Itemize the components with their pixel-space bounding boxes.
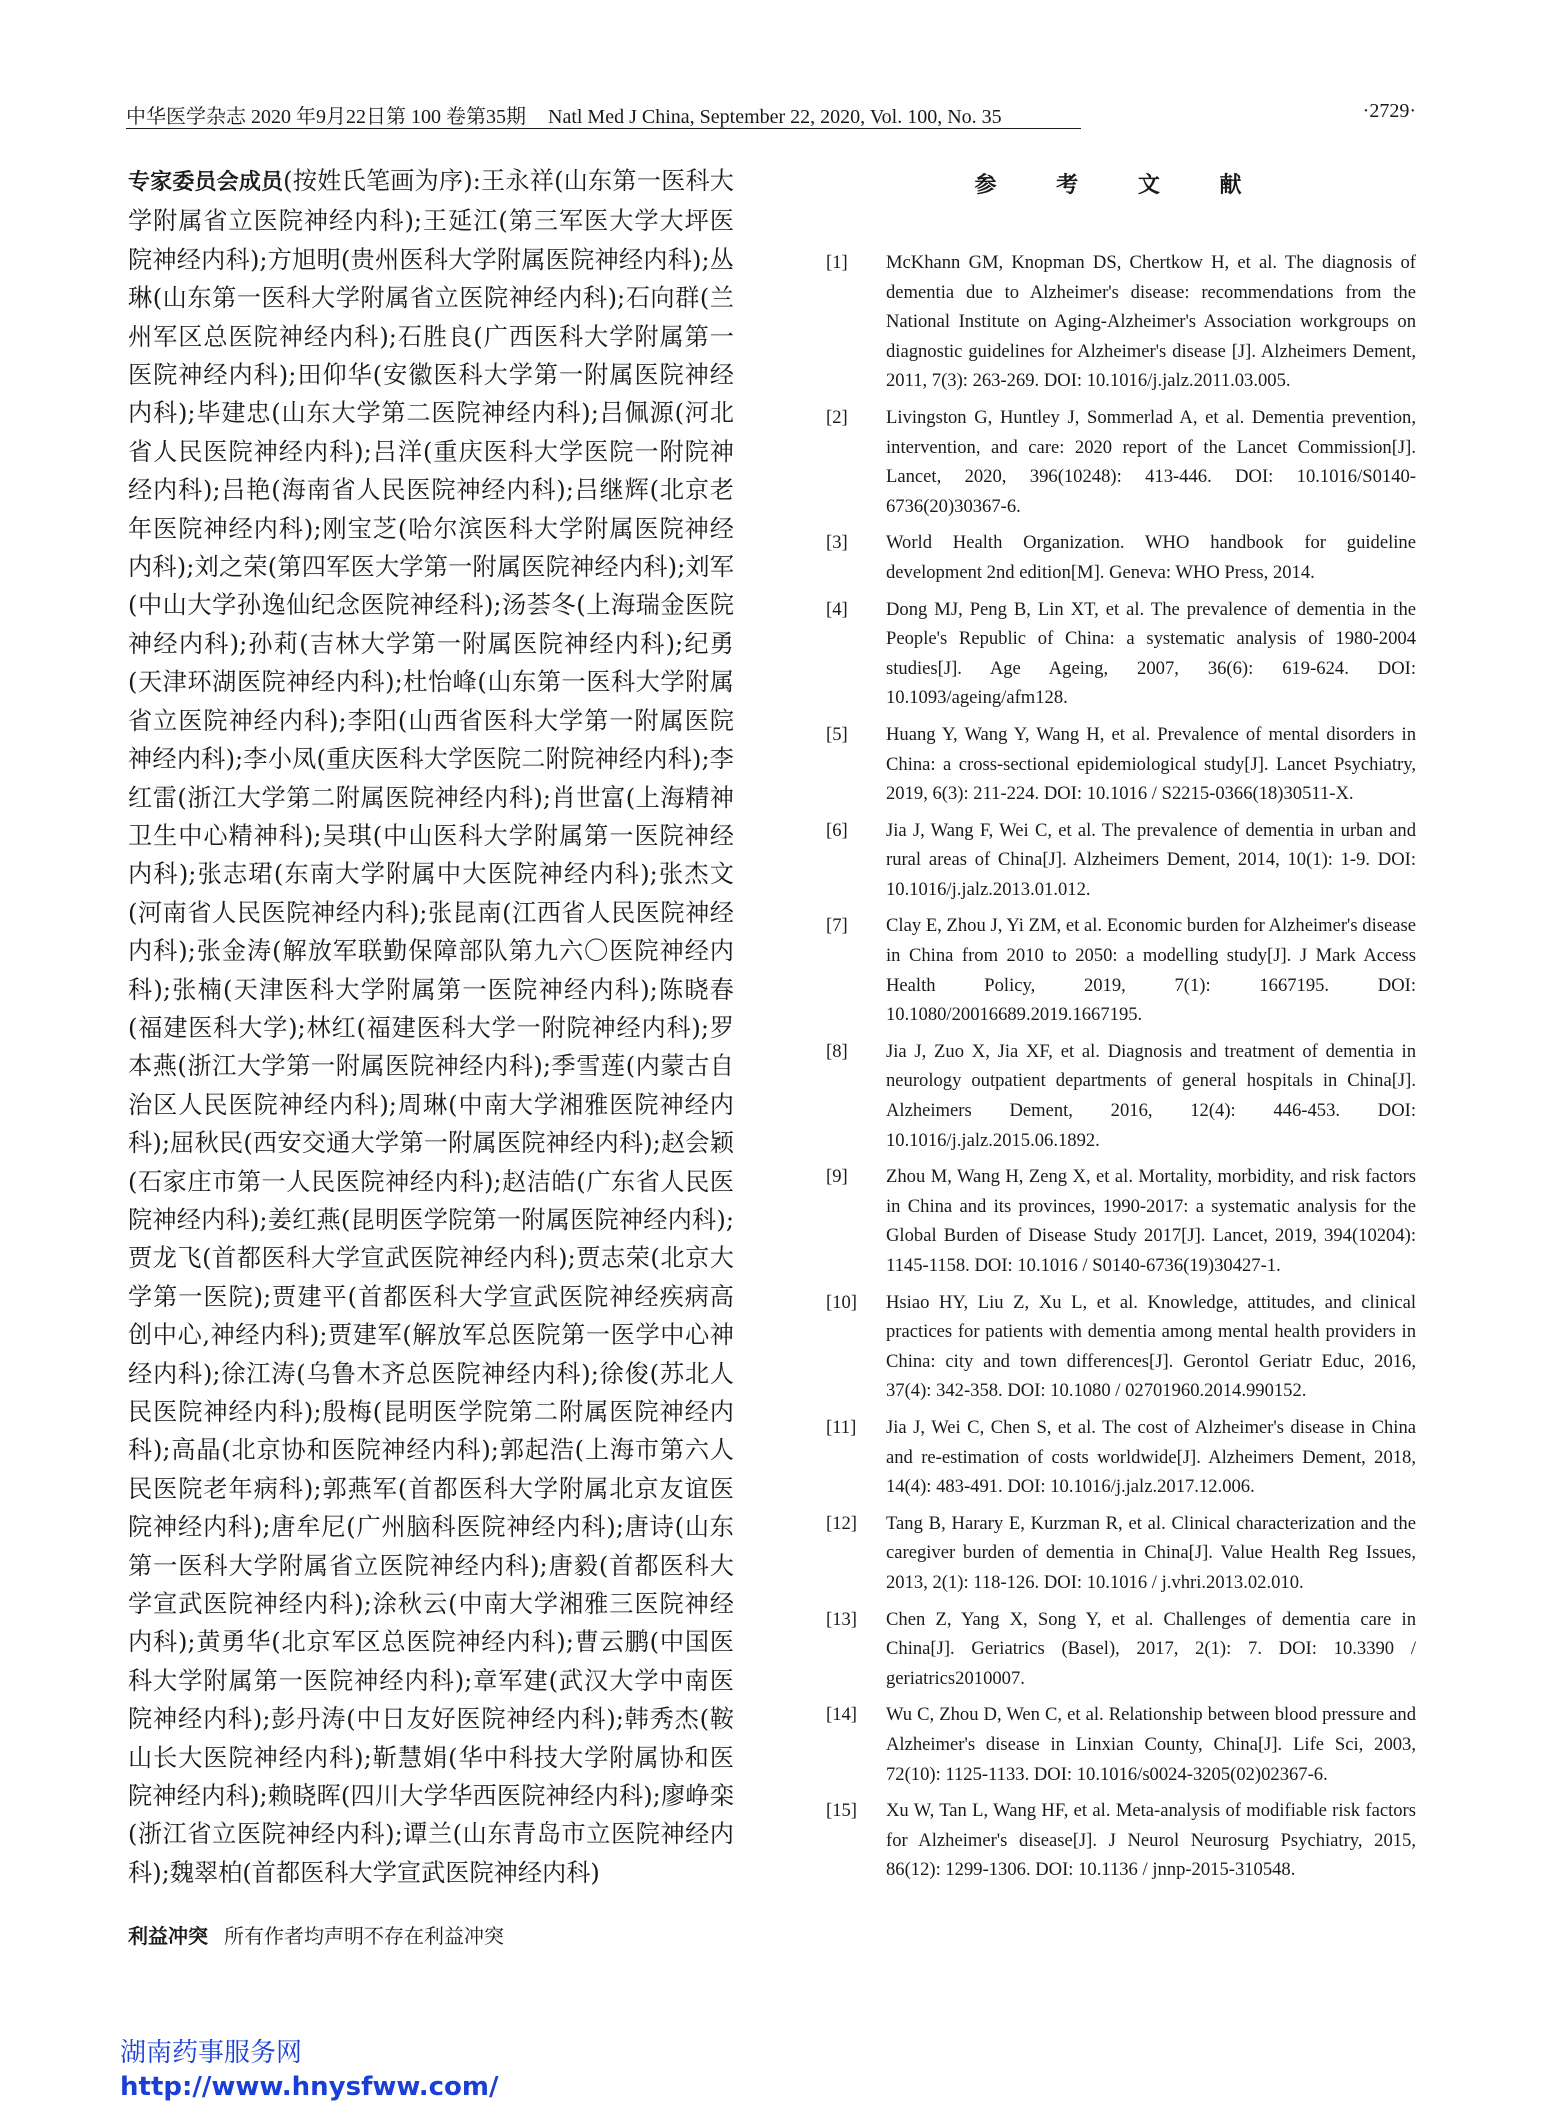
page-number: ·2729·	[1362, 100, 1416, 122]
committee-lead: 专家委员会成员	[128, 170, 284, 195]
reference-text: Jia J, Wei C, Chen S, et al. The cost of Alzheimer's disease in China and re-estimation of costs worldwide[J]. Alzheimers Dement, 2018, 14(4): 483-491. DOI: 10.1016/j.jalz.2017.12.006.	[886, 1416, 1416, 1498]
reference-text: Dong MJ, Peng B, Lin XT, et al. The prevalence of dementia in the People's Republic of China: a systematic analysis of 1980-2004 studies[J]. Age Ageing, 2007, 36(6): 619-624. DOI: 10.1093/ageing/afm128.	[886, 598, 1416, 709]
reference-text: Wu C, Zhou D, Wen C, et al. Relationship between blood pressure and Alzheimer's disease in Linxian County, China[J]. Life Sci, 2003, 72(10): 1125-1133. DOI: 10.1016/s0024-3205(02)02367-6.	[886, 1704, 1416, 1785]
reference-text: Chen Z, Yang X, Song Y, et al. Challenges of dementia care in China[J]. Geriatrics (Basel), 2017, 2(1): 7. DOI: 10.3390 / geriatrics2010007.	[886, 1608, 1416, 1689]
reference-item	[826, 248, 1416, 396]
reference-item	[826, 1162, 1416, 1280]
reference-text: Jia J, Wang F, Wei C, et al. The prevalence of dementia in urban and rural areas of China[J]. Alzheimers Dement, 2014, 10(1): 1-9. DOI: 10.1016/j.jalz.2013.01.012.	[886, 819, 1416, 900]
reference-text: Zhou M, Wang H, Zeng X, et al. Mortality, morbidity, and risk factors in China and its provinces, 1990-2017: a systematic analysis for the Global Burden of Disease Study 2017[J]. Lancet, 2019, 394(10204): 1145-1158. DOI: 10.1016 / S0140-6736(19)30427-1.	[886, 1166, 1416, 1276]
reference-item	[826, 911, 1416, 1029]
reference-text: McKhann GM, Knopman DS, Chertkow H, et al. The diagnosis of dementia due to Alzheimer's disease: recommendations from the National Institute on Aging-Alzheimer's Association workgroups on diagnostic guidelines for Alzheimer's disease [J]. Alzheimers Dement, 2011, 7(3): 263-269. DOI: 10.1016/j.jalz.2011.03.005.	[886, 252, 1416, 392]
reference-item	[826, 1037, 1416, 1155]
reference-text: Hsiao HY, Liu Z, Xu L, et al. Knowledge, attitudes, and clinical practices for patients with dementia among mental health providers in China: city and town differences[J]. Gerontol Geriatr Educ, 2016, 37(4): 342-358. DOI: 10.1080 / 02701960.2014.990152.	[886, 1291, 1416, 1402]
reference-number: [5]	[826, 723, 848, 745]
reference-item	[826, 816, 1416, 905]
site-name: 湖南药事服务网	[120, 2038, 303, 2068]
reference-number: [2]	[826, 406, 848, 428]
reference-number: [14]	[826, 1704, 857, 1726]
reference-number: [7]	[826, 915, 848, 937]
journal-citation-en: Natl Med J China, September 22, 2020, Vol. 100, No. 35	[548, 106, 1002, 128]
reference-item	[826, 720, 1416, 809]
reference-number: [6]	[826, 819, 848, 841]
conflict-of-interest	[128, 1920, 734, 1949]
reference-number: [10]	[826, 1291, 857, 1313]
reference-number: [8]	[826, 1040, 848, 1062]
reference-item	[826, 1509, 1416, 1598]
journal-citation-cn: 中华医学杂志 2020 年9月22日第 100 卷第35期	[126, 106, 526, 128]
references-title: 参 考 文 献	[974, 173, 1268, 198]
conflict-label: 利益冲突	[128, 1924, 208, 1948]
reference-number: [4]	[826, 598, 848, 620]
reference-list	[826, 248, 1416, 1892]
reference-item	[826, 1288, 1416, 1406]
reference-text: Xu W, Tan L, Wang HF, et al. Meta-analysis of modifiable risk factors for Alzheimer's disease[J]. J Neurol Neurosurg Psychiatry, 2015, 86(12): 1299-1306. DOI: 10.1136 / jnnp-2015-310548.	[886, 1800, 1416, 1881]
reference-item	[826, 595, 1416, 713]
watermark-footer[interactable]	[120, 2036, 499, 2104]
conflict-text: 所有作者均声明不存在利益冲突	[224, 1924, 504, 1948]
committee-text: (按姓氏笔画为序):王永祥(山东第一医科大学附属省立医院神经内科);王延江(第三军医大学大坪医院神经内科);方旭明(贵州医科大学附属医院神经内科);丛琳(山东第一医科大学附属省立医院神经内科);石向群(兰州军区总医院神经内科);石胜良(广西医科大学附属第一医院神经内科);田仰华(安徽医科大学第一附属医院神经内科);毕建忠(山东大学第二医院神经内科);吕佩源(河北省人民医院神经内科);吕洋(重庆医科大学医院一附院神经内科);吕艳(海南省人民医院神经内科);吕继辉(北京老年医院神经内科);刚宝芝(哈尔滨医科大学附属医院神经内科);刘之荣(第四军医大学第一附属医院神经内科);刘军(中山大学孙逸仙纪念医院神经科);汤荟冬(上海瑞金医院神经内科);孙莉(吉林大学第一附属医院神经内科);纪勇(天津环湖医院神经内科);杜怡峰(山东第一医科大学附属省立医院神经内科);李阳(山西省医科大学第一附属医院神经内科);李小凤(重庆医科大学医院二附院神经内科);李红雷(浙江大学第二附属医院神经内科);肖世富(上海精神卫生中心精神科);吴琪(中山医科大学附属第一医院神经内科);张志珺(东南大学附属中大医院神经内科);张杰文(河南省人民医院神经内科);张昆南(江西省人民医院神经内科);张金涛(解放军联勤保障部队第九六〇医院神经内科);张楠(天津医科大学附属第一医院神经内科);陈晓春(福建医科大学);林红(福建医科大学一附院神经内科);罗本燕(浙江大学第一附属医院神经内科);季雪莲(内蒙古自治区人民医院神经内科);周琳(中南大学湘雅医院神经内科);屈秋民(西安交通大学第一附属医院神经内科);赵会颖(石家庄市第一人民医院神经内科);赵洁皓(广东省人民医院神经内科);姜红燕(昆明医学院第一附属医院神经内科);贾龙飞(首都医科大学宣武医院神经内科);贾志荣(北京大学第一医院);贾建平(首都医科大学宣武医院神经疾病高创中心,神经内科);贾建军(解放军总医院第一医学中心神经内科);徐江涛(乌鲁木齐总医院神经内科);徐俊(苏北人民医院神经内科);殷梅(昆明医学院第二附属医院神经内科);高晶(北京协和医院神经内科);郭起浩(上海市第六人民医院老年病科);郭燕军(首都医科大学附属北京友谊医院神经内科);唐牟尼(广州脑科医院神经内科);唐诗(山东第一医科大学附属省立医院神经内科);唐毅(首都医科大学宣武医院神经内科);涂秋云(中南大学湘雅三医院神经内科);黄勇华(北京军区总医院神经内科);曹云鹏(中国医科大学附属第一医院神经内科);章军建(武汉大学中南医院神经内科);彭丹涛(中日友好医院神经内科);韩秀杰(鞍山长大医院神经内科);靳慧娟(华中科技大学附属协和医院神经内科);赖晓晖(四川大学华西医院神经内科);廖峥栾(浙江省立医院神经内科);谭兰(山东青岛市立医院神经内科);魏翠柏(首都医科大学宣武医院神经内科)	[128, 167, 734, 1887]
reference-text: Jia J, Zuo X, Jia XF, et al. Diagnosis and treatment of dementia in neurology outpatient departments of general hospitals in China[J]. Alzheimers Dement, 2016, 12(4): 446-453. DOI: 10.1016/j.jalz.2015.06.1892.	[886, 1040, 1416, 1151]
reference-number: [12]	[826, 1512, 857, 1534]
reference-number: [15]	[826, 1800, 857, 1822]
reference-text: Tang B, Harary E, Kurzman R, et al. Clinical characterization and the caregiver burden of dementia in China[J]. Value Health Reg Issues, 2013, 2(1): 118-126. DOI: 10.1016 / j.vhri.2013.02.010.	[886, 1512, 1416, 1593]
reference-text: Huang Y, Wang Y, Wang H, et al. Prevalence of mental disorders in China: a cross-sectional epidemiological study[J]. Lancet Psychiatry, 2019, 6(3): 211-224. DOI: 10.1016 / S2215-0366(18)30511-X.	[886, 723, 1416, 805]
reference-text: Livingston G, Huntley J, Sommerlad A, et al. Dementia prevention, intervention, and care: 2020 report of the Lancet Commission[J]. Lancet, 2020, 396(10248): 413-446. DOI: 10.1016/S0140-6736(20)30367-6.	[886, 406, 1416, 517]
committee-members	[128, 162, 734, 1892]
reference-item	[826, 1700, 1416, 1789]
site-url-link[interactable]: http://www.hnysfww.com/	[120, 2072, 499, 2102]
reference-number: [13]	[826, 1608, 857, 1630]
reference-item	[826, 1605, 1416, 1694]
reference-number: [3]	[826, 532, 848, 554]
reference-number: [1]	[826, 252, 848, 273]
header-rule	[126, 128, 1081, 129]
reference-item	[826, 528, 1416, 587]
reference-item	[826, 1796, 1416, 1885]
reference-item	[826, 1413, 1416, 1502]
reference-item	[826, 403, 1416, 521]
reference-number: [9]	[826, 1166, 848, 1188]
journal-citation	[126, 100, 1002, 129]
running-header	[126, 100, 1416, 132]
reference-text: World Health Organization. WHO handbook for guideline development 2nd edition[M]. Geneva: WHO Press, 2014.	[886, 532, 1416, 583]
reference-number: [11]	[826, 1416, 857, 1438]
reference-text: Clay E, Zhou J, Yi ZM, et al. Economic burden for Alzheimer's disease in China from 2010 to 2050: a modelling study[J]. J Mark Access Health Policy, 2019, 7(1): 1667195. DOI: 10.1080/20016689.2019.1667195.	[886, 915, 1416, 1026]
